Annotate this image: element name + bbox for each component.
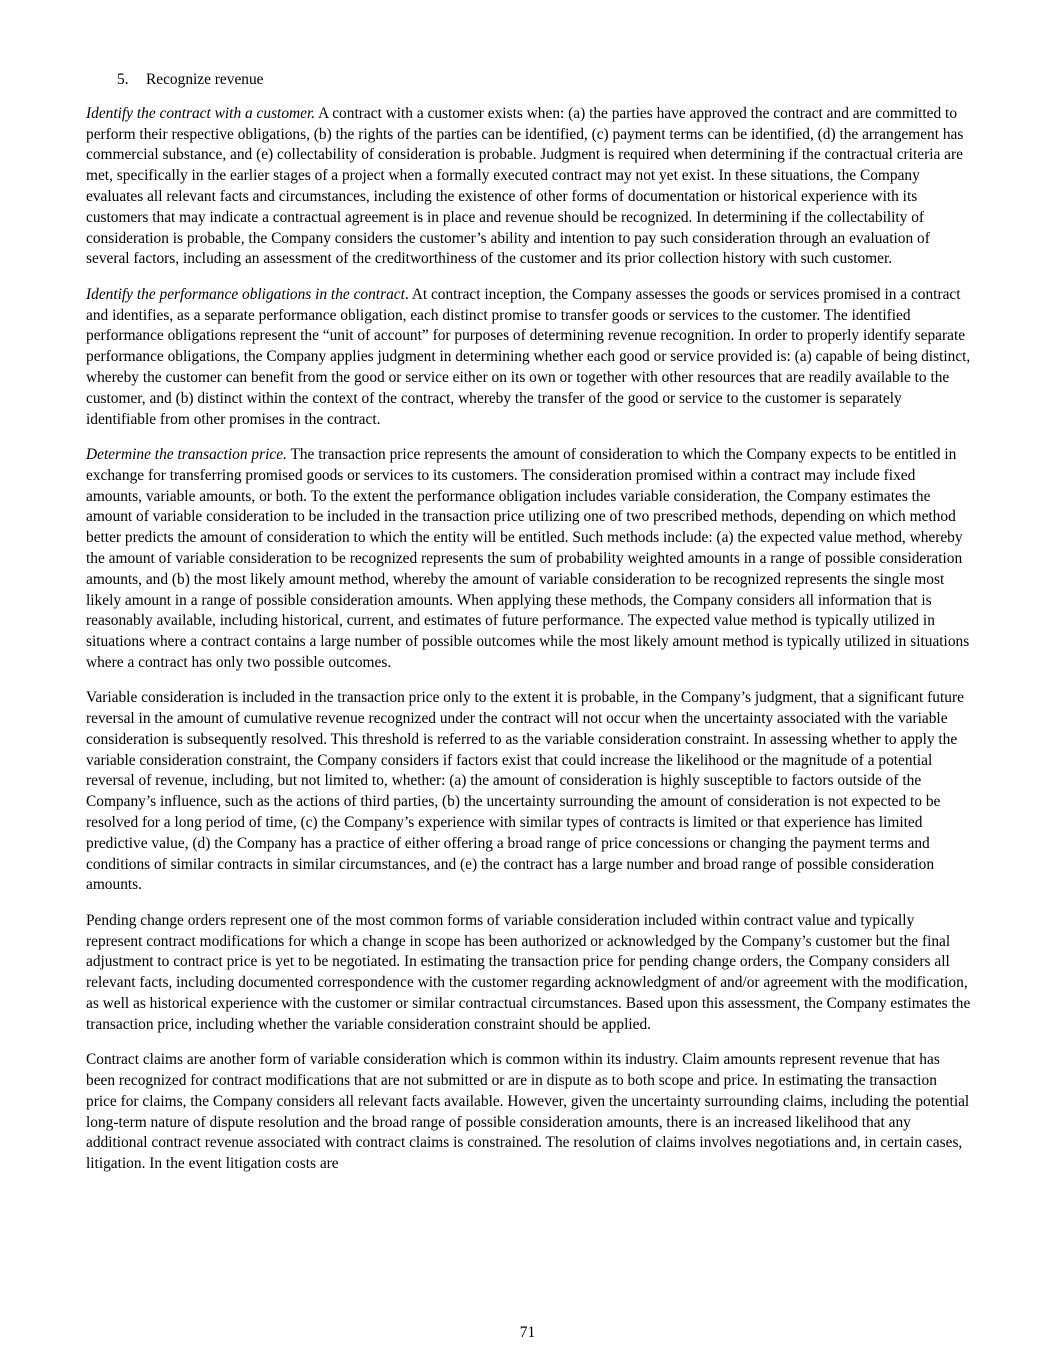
paragraph-contract-claims: [86, 1050, 971, 1175]
list-item: [117, 70, 971, 91]
paragraph-text: Contract claims are another form of variable consideration which is common within its industry. Claim amounts represent revenue that has been recognized for contract modifications that are not submitted or are in dispute as to both scope and price. In estimating the transaction price for claims, the Company considers all relevant facts available. However, given the uncertainty surrounding claims, including the potential long-term nature of dispute resolution and the broad range of possible consideration amounts, there is an increased likelihood that any additional contract revenue associated with contract claims is constrained. The resolution of claims involves negotiations and, in certain cases, litigation. In the event litigation costs are: [86, 1051, 970, 1173]
paragraph-text: The transaction price represents the amount of consideration to which the Company expects to be entitled in exchange for transferring promised goods or services to its customers. The consideration promised within a contract may include fixed amounts, variable amounts, or both. To the extent the performance obligation includes variable consideration, the Company estimates the amount of variable consideration to be included in the transaction price utilizing one of two prescribed methods, depending on which method better predicts the amount of consideration to which the entity will be entitled. Such methods include: (a) the expected value method, whereby the amount of variable consideration to be recognized represents the sum of probability weighted amounts in a range of possible consideration amounts, and (b) the most likely amount method, whereby the amount of variable consideration to be recognized represents the single most likely amount in a range of possible consideration amounts. When applying these methods, the Company considers all information that is reasonably available, including historical, current, and estimates of future performance. The expected value method is typically utilized in situations where a contract contains a large number of possible outcomes while the most likely amount method is typically utilized in situations where a contract has only two possible outcomes.: [86, 445, 970, 671]
list-number: 5.: [117, 71, 129, 88]
paragraph-text: Variable consideration is included in the transaction price only to the extent it is probable, in the Company’s judgment, that a significant future reversal in the amount of cumulative revenue recognized under the contract will not occur when the uncertainty associated with the variable consideration is subsequently resolved. This threshold is referred to as the variable consideration constraint. In assessing whether to apply the variable consideration constraint, the Company considers if factors exist that could increase the likelihood or the magnitude of a potential reversal of revenue, including, but not limited to, whether: (a) the amount of consideration is highly susceptible to factors outside of the Company’s influence, such as the actions of third parties, (b) the uncertainty surrounding the amount of consideration is not expected to be resolved for a long period of time, (c) the Company’s experience with similar types of contracts is limited or that experience has limited predictive value, (d) the Company has a practice of either offering a broad range of price concessions or changing the payment terms and conditions of similar contracts in similar circumstances, and (e) the contract has a large number and broad range of possible consideration amounts.: [86, 689, 964, 894]
paragraph-lead: Determine the transaction price.: [86, 445, 287, 463]
paragraph-text: Pending change orders represent one of the most common forms of variable consideration included within contract value and typically represent contract modifications for which a change in scope has been authorized or acknowledged by the Company’s customer but the final adjustment to contract price is yet to be negotiated. In estimating the transaction price for pending change orders, the Company considers all relevant facts, including documented correspondence with the customer regarding acknowledgment of and/or agreement with the modification, as well as historical experience with the customer or similar contractual circumstances. Based upon this assessment, the Company estimates the transaction price, including whether the variable consideration constraint should be applied.: [86, 911, 971, 1033]
paragraph-pending-change-orders: [86, 911, 971, 1036]
paragraph-lead: Identify the contract with a customer.: [86, 104, 316, 122]
paragraph-variable-consideration: [86, 688, 971, 896]
paragraph-identify-contract: [86, 104, 971, 270]
paragraph-lead: Identify the performance obligations in the contract: [86, 285, 405, 303]
paragraph-text: A contract with a customer exists when: (a) the parties have approved the contract and are committed to perform their respective obligations, (b) the rights of the parties can be identified, (c) payment terms can be identified, (d) the arrangement has commercial substance, and (e) collectability of consideration is probable. Judgment is required when determining if the contractual criteria are met, specifically in the earlier stages of a project when a formally executed contract may not yet exist. In these situations, the Company evaluates all relevant facts and circumstances, including the existence of other forms of documentation or historical experience with its customers that may indicate a contractual agreement is in place and revenue should be recognized. In determining if the collectability of consideration is probable, the Company considers the customer’s ability and intention to pay such consideration through an evaluation of several factors, including an assessment of the creditworthiness of the customer and its prior collection history with such customer.: [86, 104, 964, 268]
list-item-text: Recognize revenue: [146, 71, 264, 88]
document-body: [86, 62, 971, 1190]
paragraph-performance-obligations: [86, 285, 971, 431]
page-number: 71: [519, 1324, 536, 1341]
paragraph-text: . At contract inception, the Company assesses the goods or services promised in a contract and identifies, as a separate performance obligation, each distinct promise to transfer goods or services to the customer. The identified performance obligations represent the “unit of account” for purposes of determining revenue recognition. In order to properly identify separate performance obligations, the Company applies judgment in determining whether each good or service provided is: (a) capable of being distinct, whereby the customer can benefit from the good or service either on its own or together with other resources that are readily available to the customer, and (b) distinct within the context of the contract, whereby the transfer of the good or service to the customer is separately identifiable from other promises in the contract.: [86, 285, 971, 428]
paragraph-transaction-price: [86, 445, 971, 674]
